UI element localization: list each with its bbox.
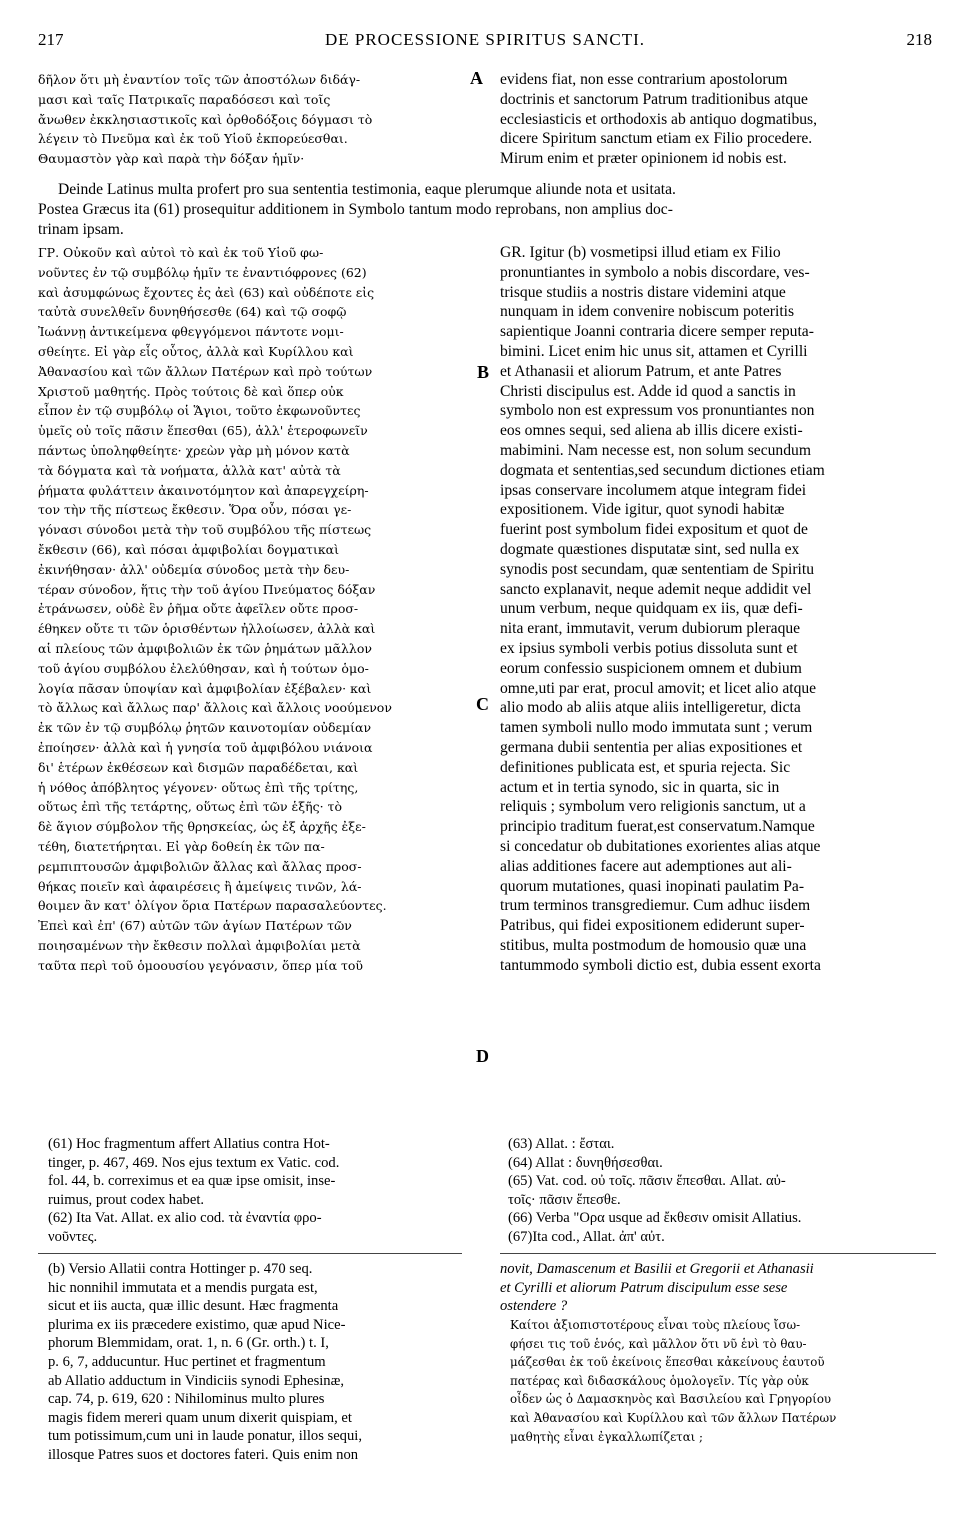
latin-text-line: dogmate quæstiones disputatæ sint, sed nulla ex — [500, 540, 800, 558]
greek-text-line: ταὐτὰ συνελθεῖν δυνηθήσεσθε (64) καὶ τῷ σοφῷ — [38, 304, 347, 320]
page-number-right: 218 — [906, 30, 932, 49]
greek-note-line: μάζεσθαι ἐκ τοῦ ἐκείνοις ἕπεσθαι κἀκείνους ἑαυτοῦ — [510, 1355, 825, 1370]
footnote-line: ruimus, prout codex habet. — [48, 1191, 205, 1208]
paragraph-line: Postea Græcus ita (61) prosequitur additionem in Symbolo tantum modo reprobans, non amplius doc- — [38, 200, 673, 218]
footnote-line: (65) Vat. cod. οὐ τοῖς. πᾶσιν ἕπεσθαι. Allat. αὐ- — [508, 1173, 786, 1190]
note-line: et Cyrilli et aliorum Patrum discipulum esse sese — [500, 1279, 788, 1296]
greek-text-line: ΓΡ. Οὐκοῦν καὶ αὐτοὶ τὸ καὶ ἐκ τοῦ Υἱοῦ φω- — [38, 245, 324, 260]
latin-text-line: trisque studiis a nostris distare videmini atque — [500, 283, 786, 301]
greek-text-line: δὲ ἅγιον σύμβολον τῆς θρησκείας, ὡς ἐξ ἀρχῆς ἐξε- — [38, 819, 366, 835]
note-line: ostendere ? — [500, 1298, 568, 1315]
latin-text-line: ex ipsius symboli verbis potius dissoluta sunt et — [500, 639, 798, 657]
footnote-line: (64) Allat : δυνηθήσεσθαι. — [508, 1154, 663, 1171]
latin-text-line: Mirum enim et præter opinionem id nobis est. — [500, 150, 787, 168]
greek-text-line: πάντως ὑποληφθείητε· χρεὼν γὰρ μὴ μόνον κατὰ — [38, 442, 350, 458]
footnote-line: fol. 44, b. correximus et ea quæ ipse omisit, inse- — [48, 1173, 336, 1190]
footnote-line: τοῖς· πᾶσιν ἕπεσθε. — [508, 1191, 621, 1208]
latin-text-line: tantummodo symboli dictio est, dubia essent exorta — [500, 956, 821, 974]
latin-text-line: ecclesiasticis et orthodoxis ab antiquo dogmatibus, — [500, 110, 818, 128]
version-note-right-latin — [500, 1260, 936, 1316]
footnote-line: (67)Ita cod., Allat. ἀπ' αὐτ. — [508, 1228, 665, 1245]
note-line: sicut et iis aucta, quæ illic desunt. Hæc fragmenta — [48, 1298, 339, 1315]
footnote-line: (63) Allat. : ἔσται. — [508, 1136, 615, 1152]
greek-text-line: αἱ πλείους τῶν ἀμφιβολιῶν ἐκ τῶν ῥημάτων μᾶλλον — [38, 640, 372, 656]
latin-text-line: pronuntiantes in symbolo a nobis discordare, ves- — [500, 263, 810, 281]
margin-letter-b: B — [477, 362, 490, 382]
greek-text-line: μασι καὶ ταῖς Πατρικαῖς παραδόσεσι καὶ τοῖς — [38, 91, 331, 107]
greek-note-line: μαθητὴς εἶναι ἐγκαλλωπίζεται ; — [510, 1429, 704, 1444]
greek-text-line: Ἰωάννῃ ἀντικείμενα φθεγγόμενοι πάντοτε νομι- — [38, 324, 344, 340]
latin-text-line: symbolo non est expressum vos pronuntiantes non — [500, 402, 815, 420]
top-latin-column — [500, 70, 936, 169]
greek-text-line: Ἀθανασίου καὶ τῶν ἄλλων Πατέρων καὶ πρὸ τούτων — [38, 363, 373, 379]
margin-letter-c: C — [476, 694, 489, 714]
latin-text-line: alio modo ab aliis atque aliis intelligeretur, dicta — [500, 699, 801, 717]
latin-text-line: tamen symboli nullo modo immutata sunt ; verum — [500, 719, 813, 737]
footnote-line: νοῦντες. — [48, 1228, 98, 1245]
footnotes-right — [508, 1135, 936, 1247]
greek-text-line: τὸ ἄλλως καὶ ἄλλως παρ' ἄλλοις καὶ ἄλλοις νοούμενον — [38, 700, 392, 716]
note-line: (b) Versio Allatii contra Hottinger p. 470 seq. — [48, 1261, 313, 1277]
latin-text-line: nunquam in idem convenire nobiscum poteritis — [500, 303, 795, 321]
version-note-right-greek — [510, 1316, 936, 1446]
latin-text-line: bimini. Licet enim hic unus sit, attamen et Cyrilli — [500, 342, 808, 360]
greek-text-line: ἐποίησεν· ἀλλὰ καὶ ἡ γνησία τοῦ ἀμφιβόλου νιάνοια — [38, 739, 373, 755]
greek-text-line: τον τὴν τῆς πίστεως ἔκθεσιν. Ὅρα οὖν, πόσαι γε- — [38, 502, 352, 518]
note-line: phorum Blemmidam, orat. 1, n. 6 (Gr. orth.) t. I, — [48, 1335, 329, 1352]
note-line: hic nonnihil immutata et a mendis purgata est, — [48, 1279, 318, 1296]
latin-text-line: fuerint post symbolum fidei expositum et quot de — [500, 521, 808, 539]
latin-text-line: actum et in tertia synodo, sic in quarta, sic in — [500, 778, 780, 796]
latin-text-line: nita erant, immutavit, verum dubiorum pleraque — [500, 620, 801, 638]
greek-text-line: νοῦντες ἐν τῷ συμβόλῳ ἡμῖν τε ἐναντιόφρονες (62) — [38, 264, 367, 280]
greek-text-line: λέγειν τὸ Πνεῦμα καὶ ἐκ τοῦ Υἱοῦ ἐκπορεύεσθαι. — [38, 131, 348, 147]
greek-text-line: εἶπον ἐν τῷ συμβόλῳ οἱ Ἅγιοι, τοῦτο ἐκφωνοῦντες — [38, 403, 361, 419]
top-greek-column — [38, 70, 462, 169]
greek-text-line: τὰ δόγματα καὶ τὰ νοήματα, ἀλλὰ κατ' αὐτὰ τὰ — [38, 462, 341, 478]
greek-note-line: πατέρας καὶ διδασκάλους ὁμολογεῖν. Τίς γὰρ οὐκ — [510, 1373, 809, 1388]
greek-text-line: ὑμεῖς οὐ τοῖς πᾶσιν ἕπεσθαι (65), ἀλλ' ἑτεροφωνεῖν — [38, 423, 368, 439]
note-line: p. 6, 7, adducuntur. Huc pertinet et fragmentum — [48, 1353, 326, 1370]
greek-text-line: λογία πᾶσαν ὑποψίαν καὶ ἀμφιβολίαν ἐξέβαλεν· καὶ — [38, 680, 372, 696]
footnotes-left — [48, 1135, 462, 1247]
greek-text-line: γόνασι σύνοδοι μετὰ τὴν τοῦ συμβόλου τῆς πίστεως — [38, 522, 372, 538]
margin-letter-a: A — [470, 68, 483, 88]
greek-text-line: ἄνωθεν ἐκκλησιαστικοῖς καὶ ὀρθοδόξοις δόγμασι τὸ — [38, 111, 373, 127]
note-line: novit, Damascenum et Basilii et Gregorii et Athanasii — [500, 1261, 814, 1277]
latin-text-line: mabimini. Nam necesse est, non solum secundum — [500, 441, 811, 459]
greek-text-line: τέθη, διατετήρηται. Εἰ γὰρ δοθείη ἐκ τῶν πα- — [38, 838, 325, 854]
greek-text-line: ρεμπιπτουσῶν ἀμφιβολιῶν ἄλλας καὶ ἄλλας προσ- — [38, 858, 362, 874]
greek-note-line: καὶ Ἀθανασίου καὶ Κυρίλλου καὶ τῶν ἄλλων Πατέρων — [510, 1410, 837, 1425]
latin-text-line: germana dubii sententia per alias expositiones et — [500, 738, 803, 756]
greek-text-line: καὶ ἀσυμφώνως ἔχοντες ἐς ἀεὶ (63) καὶ οὐδέποτε εἰς — [38, 284, 375, 300]
greek-text-line: ἐτράνωσεν, οὐδὲ ἓν ῥῆμα οὔτε ἀφεῖλεν οὔτε προσ- — [38, 601, 359, 617]
footnote-line: tinger, p. 467, 469. Nos ejus textum ex Vatic. cod. — [48, 1154, 340, 1171]
latin-text-line: stitibus, multa postmodum de homousio quæ una — [500, 936, 807, 954]
note-line: tum potissimum,cum uni in laude ponatur, illos sequi, — [48, 1428, 362, 1445]
note-line: plurima ex iis præcedere existimo, quæ apud Nice- — [48, 1316, 346, 1333]
greek-text-line: θοιμεν ἂν κατ' ὀλίγον ὅρια Πατέρων παρασαλεύοντες. — [38, 898, 387, 914]
full-width-paragraph — [38, 180, 936, 239]
greek-text-line: Ἐπεὶ καὶ ἐπ' (67) αὐτῶν τῶν ἁγίων Πατέρων τῶν — [38, 918, 352, 934]
latin-text-line: eorum confessio suspicionem omnem et dubium — [500, 659, 802, 677]
greek-text-line: σθείητε. Εἰ γὰρ εἷς οὗτος, ἀλλὰ καὶ Κυρίλλου καὶ — [38, 343, 354, 359]
latin-text-line: si concedatur ob dubitationes exorientes alias atque — [500, 837, 821, 855]
greek-main-column — [38, 243, 462, 975]
latin-text-line: alias additiones facere aut ademptiones aut ali- — [500, 857, 792, 875]
latin-text-line: et Athanasii et aliorum Patrum, et ante Patres — [500, 362, 782, 380]
latin-text-line: dogmata et sententias,sed secundum dictiones etiam — [500, 461, 825, 479]
greek-note-line: Καίτοι ἀξιοπιστοτέρους εἶναι τοὺς πλείους ἴσω- — [510, 1318, 801, 1332]
greek-text-line: οὕτως ἐπὶ τῆς τετάρτης, οὕτως ἐπὶ τῶν ἑξῆς· τὸ — [38, 799, 342, 815]
paragraph-line: Deinde Latinus multa profert pro sua sententia testimonia, eaque plerumque aliunde nota et usitata. — [58, 181, 676, 198]
latin-text-line: eos omnes sequi, sed aliena ab illis dicere existi- — [500, 422, 803, 440]
latin-text-line: dicere Spiritum sanctum etiam ex Filio procedere. — [500, 130, 813, 148]
greek-text-line: Θαυμαστὸν γὰρ καὶ παρὰ τὴν δόξαν ἡμῖν· — [38, 151, 305, 167]
greek-text-line: ταῦτα περὶ τοῦ ὁμοουσίου γεγόνασιν, ὅπερ μία τοῦ — [38, 957, 364, 973]
greek-text-line: ἐκ τῶν ἐν τῷ συμβόλῳ ῥητῶν καινοτομίαν οὐδεμίαν — [38, 720, 372, 736]
greek-text-line: ἡ νόθος ἀπόβλητος γέγονεν· οὕτως ἐπὶ τῆς τρίτης, — [38, 779, 359, 795]
latin-text-line: doctrinis et sanctorum Patrum traditionibus atque — [500, 90, 808, 108]
latin-text-line: principio traditum fuerat,est conservatum.Namque — [500, 818, 815, 836]
latin-main-column — [500, 243, 936, 975]
latin-text-line: trum terminos transgrediemur. Cum adhuc iisdem — [500, 897, 811, 915]
latin-text-line: reliquis ; symbolum vero religionis sanctum, ut a — [500, 798, 806, 816]
version-note-left — [48, 1260, 462, 1465]
latin-text-line: definitiones publicata est, et spuria rejecta. Sic — [500, 758, 791, 776]
greek-text-line: έθηκεν οὔτε τι τῶν ὁρισθέντων ἠλλοίωσεν, ἀλλὰ καὶ — [38, 621, 376, 637]
latin-text-line: unum verbum, neque quidquam ex iis, quæ defi- — [500, 600, 803, 618]
latin-text-line: sancto explanavit, neque ademit neque addidit vel — [500, 580, 812, 598]
greek-note-line: οἶδεν ὡς ὁ Δαμασκηνὸς καὶ Βασιλείου καὶ Γρηγορίου — [510, 1392, 832, 1407]
latin-text-line: ipsas conservare incolumem atque integram fidei — [500, 481, 807, 499]
greek-text-line: θήκας ποιεῖν καὶ ἀφαιρέσεις ἢ ἀμείψεις τινῶν, λά- — [38, 878, 362, 894]
latin-text-line: Christi discipulus est. Adde id quod a sanctis in — [500, 382, 796, 400]
notes-divider-left — [38, 1253, 462, 1254]
running-head — [38, 30, 932, 52]
greek-text-line: τοῦ ἁγίου συμβόλου ἐλελύθησαν, καὶ ἡ τούτων ὁμο- — [38, 660, 369, 676]
latin-text-line: synodis post secundam, quæ sententiam de Spiritu — [500, 560, 815, 578]
greek-text-line: δῆλον ὅτι μὴ ἐναντίον τοῖς τῶν ἀποστόλων διδάγ- — [38, 72, 361, 87]
page-number-left: 217 — [38, 30, 64, 49]
latin-text-line: omne,uti par erat, procul amovit; et licet alio atque — [500, 679, 817, 697]
greek-text-line: ῥήματα φυλάττειν ἀκαινοτόμητον καὶ ἀπαρεγχείρη- — [38, 482, 369, 498]
margin-letter-d: D — [476, 1046, 489, 1066]
latin-text-line: quorum mutationes, quasi inopinati paulatim Pa- — [500, 877, 805, 895]
greek-note-line: φήσει τις τοῦ ἑνός, καὶ μᾶλλον ὅτι νῦ ἑνὶ τὸ θαυ- — [510, 1336, 807, 1351]
latin-text-line: sapientique Joanni contraria dicere semper reputa- — [500, 323, 814, 341]
latin-text-line: GR. Igitur (b) vosmetipsi illud etiam ex Filio — [500, 244, 781, 261]
running-title: DE PROCESSIONE SPIRITUS SANCTI. — [324, 30, 646, 49]
footnote-line: (66) Verba "Ορα usque ad ἔκθεσιν omisit Allatius. — [508, 1210, 802, 1227]
greek-text-line: ποιησαμένων τὴν ἔκθεσιν πολλαὶ ἀμφιβολίαι μετὰ — [38, 937, 361, 953]
greek-text-line: ἐκινήθησαν· ἀλλ' οὐδεμία σύνοδος μετὰ τὴν δευ- — [38, 561, 350, 577]
greek-text-line: δι' ἑτέρων ἐκθέσεων καὶ δισμῶν παραδέδεται, καὶ — [38, 759, 359, 775]
latin-text-line: expositionem. Vide igitur, quot synodi habitæ — [500, 501, 785, 519]
note-line: magis fidem mereri quam unum dixerit quispiam, et — [48, 1409, 352, 1426]
footnote-line: (61) Hoc fragmentum affert Allatius contra Hot- — [48, 1136, 330, 1152]
note-line: cap. 74, p. 619, 620 : Nihilominus multo plures — [48, 1391, 325, 1408]
footnote-line: (62) Ita Vat. Allat. ex alio cod. τὰ ἐναντία φρο- — [48, 1210, 322, 1227]
greek-text-line: τέραν σύνοδον, ἥτις τὴν τοῦ ἁγίου Πνεύματος δόξαν — [38, 581, 376, 597]
paragraph-line: trinam ipsam. — [38, 220, 124, 238]
notes-divider-right — [500, 1253, 936, 1254]
greek-text-line: Χριστοῦ μαθητής. Πρὸς τούτοις δὲ καὶ ὅπερ οὐκ — [38, 383, 344, 399]
note-line: illosque Patres suos et doctores fateri. Quis enim non — [48, 1446, 359, 1463]
greek-text-line: ἔκθεσιν (66), καὶ πόσαι ἀμφιβολίαι δογματικαὶ — [38, 541, 340, 557]
note-line: ab Allatio adductum in Vindiciis synodi Ephesinæ, — [48, 1372, 344, 1389]
latin-text-line: Patribus, qui fidei expositionem ediderunt super- — [500, 917, 805, 935]
latin-text-line: evidens fiat, non esse contrarium apostolorum — [500, 71, 788, 88]
